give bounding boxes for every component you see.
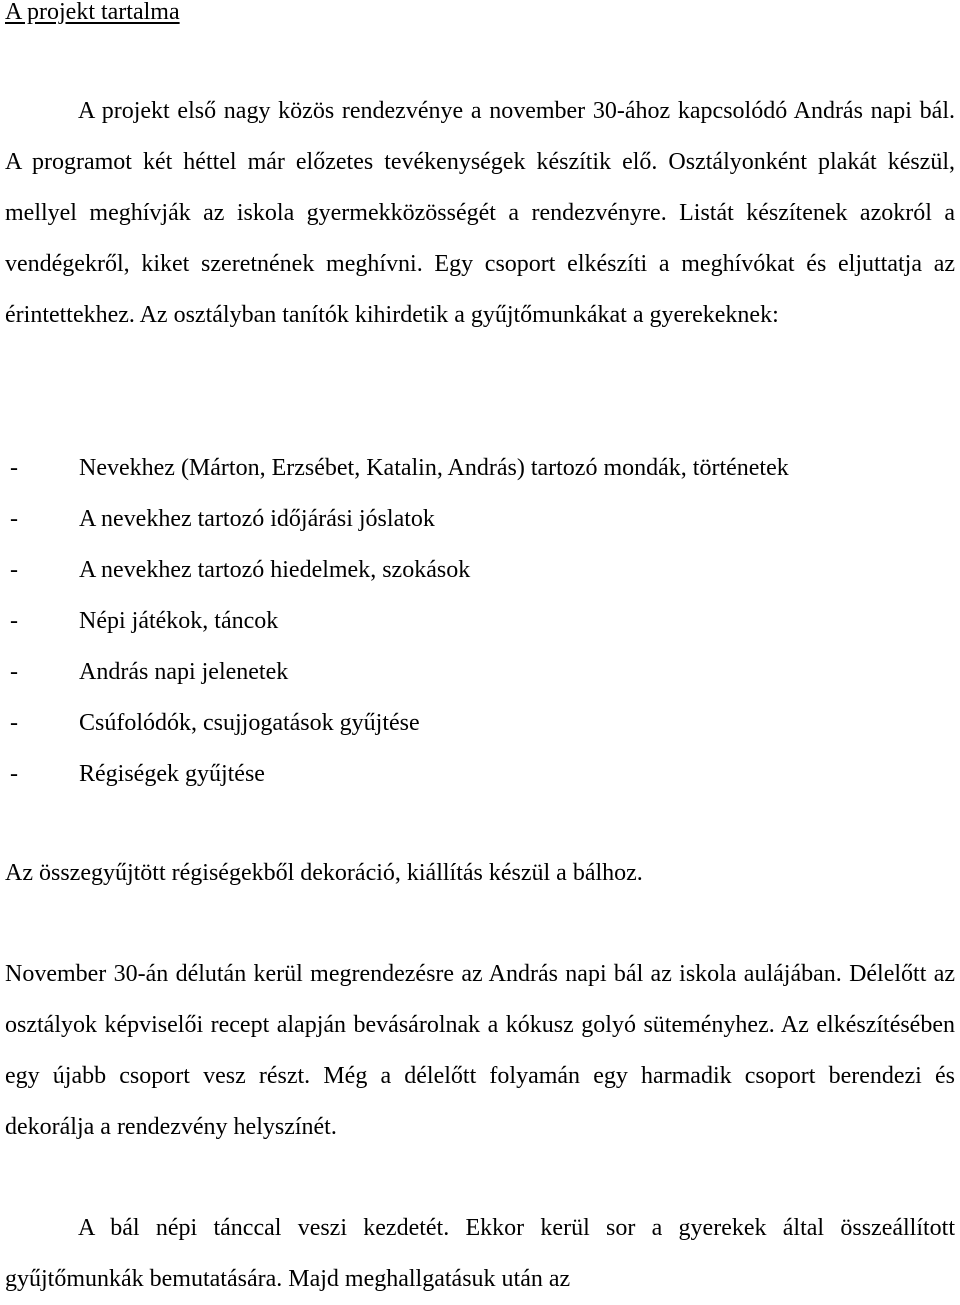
- list-item: [5, 494, 789, 545]
- list-item: [5, 749, 789, 800]
- list-item-text: Nevekhez (Márton, Erzsébet, Katalin, András) tartozó mondák, történetek: [79, 455, 789, 481]
- list-dash: -: [10, 557, 18, 583]
- section-heading: A projekt tartalma: [5, 0, 180, 25]
- collection-task-list: [5, 443, 789, 800]
- list-item-text: Csúfolódók, csujjogatások gyűjtése: [79, 710, 420, 736]
- list-item-text: András napi jelenetek: [79, 659, 289, 685]
- list-item: [5, 443, 789, 494]
- list-item-text: Népi játékok, táncok: [79, 608, 279, 634]
- list-item: [5, 698, 789, 749]
- list-dash: -: [10, 506, 18, 532]
- event-paragraph: November 30-án délután kerül megrendezésre az András napi bál az iskola aulájában. Délelőtt az osztályok képviselői recept alapján bevásárolnak a kókusz golyó süteményhez. Az elkészítésében egy újabb csoport vesz részt. Még a délelőtt folyamán egy harmadik csoport berendezi és dekorálja a rendezvény helyszínét.: [5, 961, 955, 1140]
- list-item: [5, 545, 789, 596]
- list-item-text: A nevekhez tartozó időjárási jóslatok: [79, 506, 435, 532]
- list-item: [5, 596, 789, 647]
- decoration-paragraph: Az összegyűjtött régiségekből dekoráció, kiállítás készül a bálhoz.: [5, 860, 643, 886]
- dance-paragraph: [5, 1203, 955, 1305]
- list-dash: -: [10, 761, 18, 787]
- intro-paragraph: [5, 86, 955, 341]
- intro-paragraph-text: A projekt első nagy közös rendezvénye a november 30-ához kapcsolódó András napi bál. A programot két héttel már előzetes tevékenységek készítik elő. Osztályonként plakát készül, mellyel meghívják az iskola gyermekközösségét a rendezvényre. Listát készítenek azokról a vendégekről, kiket szeretnének meghívni. Egy csoport elkészíti a meghívókat és eljuttatja az érintettekhez. Az osztályban tanítók kihirdetik a gyűjtőmunkákat a gyerekeknek:: [5, 98, 955, 328]
- dance-paragraph-text: A bál népi tánccal veszi kezdetét. Ekkor kerül sor a gyerekek által összeállított gyűjtőmunkák bemutatására. Majd meghallgatásuk után az: [5, 1215, 955, 1292]
- list-item: [5, 647, 789, 698]
- list-dash: -: [10, 659, 18, 685]
- list-dash: -: [10, 608, 18, 634]
- list-dash: -: [10, 710, 18, 736]
- list-item-text: A nevekhez tartozó hiedelmek, szokások: [79, 557, 471, 583]
- list-item-text: Régiségek gyűjtése: [79, 761, 265, 787]
- list-dash: -: [10, 455, 18, 481]
